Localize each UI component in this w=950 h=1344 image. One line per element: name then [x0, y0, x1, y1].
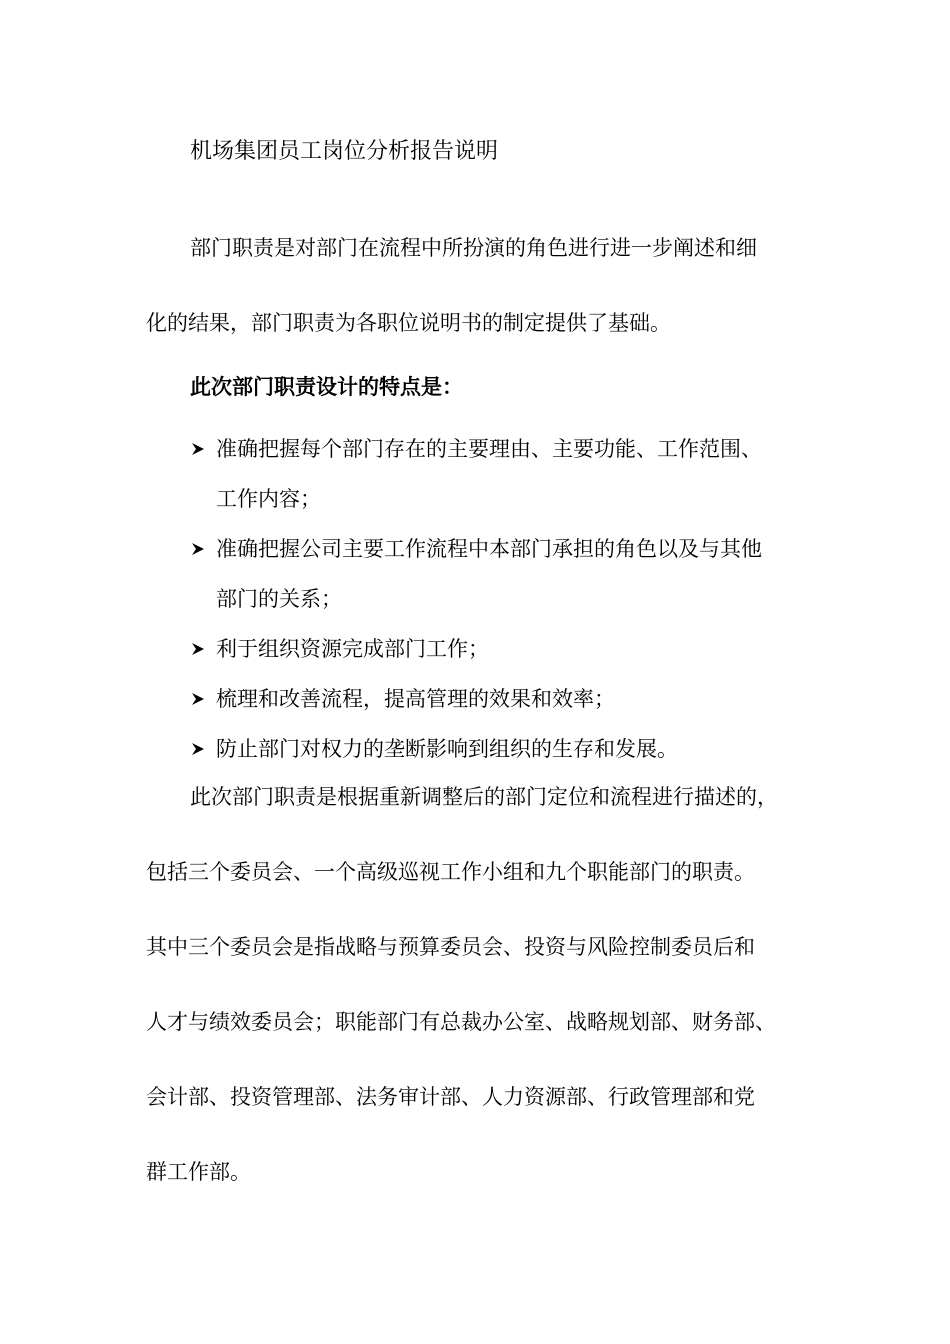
arrow-bullet-icon [190, 741, 206, 757]
bullet-3-line-1: 利于组织资源完成部门工作； [216, 637, 489, 661]
body-paragraph-line-1: 此次部门职责是根据重新调整后的部门定位和流程进行描述的， [190, 785, 778, 809]
arrow-bullet-icon [190, 641, 206, 657]
intro-paragraph-line-1: 部门职责是对部门在流程中所扮演的角色进行进一步阐述和细 [190, 236, 757, 260]
arrow-bullet-icon [190, 541, 206, 557]
bullet-4-line-1: 梳理和改善流程，提高管理的效果和效率； [216, 687, 615, 711]
body-paragraph-line-2: 包括三个委员会、一个高级巡视工作小组和九个职能部门的职责。 [146, 860, 755, 884]
bullet-2-line-1: 准确把握公司主要工作流程中本部门承担的角色以及与其他 [216, 537, 762, 561]
intro-paragraph-line-2: 化的结果，部门职责为各职位说明书的制定提供了基础。 [146, 311, 671, 335]
bullet-2-line-2: 部门的关系； [216, 587, 342, 611]
document-title: 机场集团员工岗位分析报告说明 [190, 139, 499, 164]
arrow-bullet-icon [190, 691, 206, 707]
body-paragraph-line-6: 群工作部。 [146, 1160, 251, 1184]
body-paragraph-line-5: 会计部、投资管理部、法务审计部、人力资源部、行政管理部和党 [146, 1085, 755, 1109]
bullet-5-line-1: 防止部门对权力的垄断影响到组织的生存和发展。 [216, 737, 678, 761]
bullet-1-line-2: 工作内容； [216, 487, 321, 511]
bullet-1-line-1: 准确把握每个部门存在的主要理由、主要功能、工作范围、 [216, 437, 762, 461]
arrow-bullet-icon [190, 441, 206, 457]
body-paragraph-line-4: 人才与绩效委员会；职能部门有总裁办公室、战略规划部、财务部、 [146, 1010, 776, 1034]
body-paragraph-line-3: 其中三个委员会是指战略与预算委员会、投资与风险控制委员后和 [146, 935, 755, 959]
features-heading: 此次部门职责设计的特点是： [190, 374, 463, 399]
